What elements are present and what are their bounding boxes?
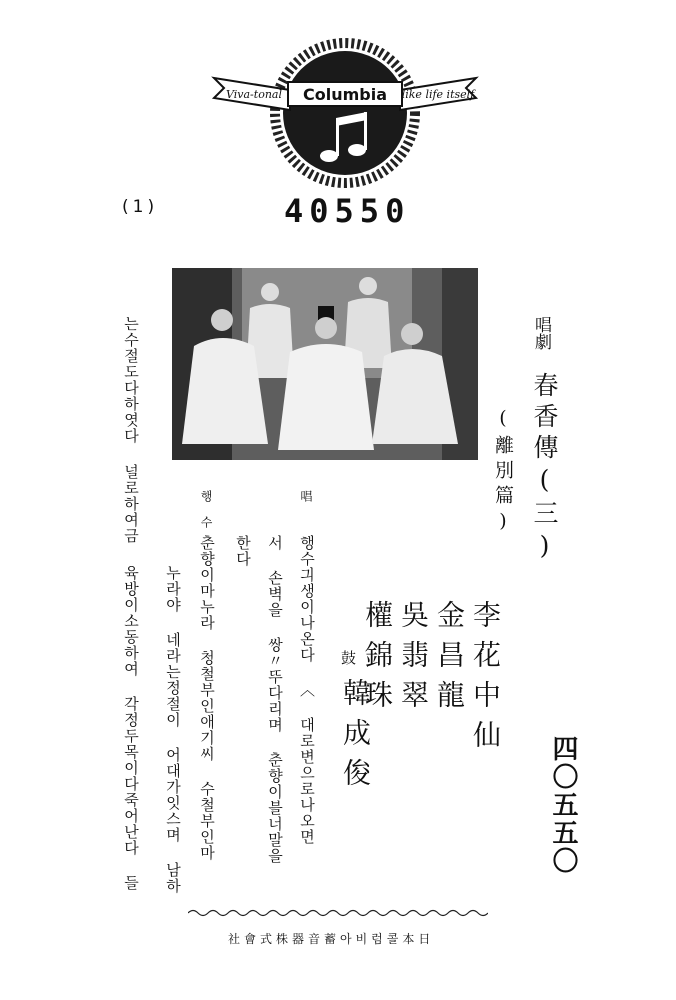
record-number: 40550 (284, 192, 411, 230)
performer-name: 李花中仙 (469, 600, 502, 760)
lyric-line: 누라야 네라는정절이 어대가잇스며 남하 (164, 565, 182, 894)
lyric-line: 한다 (234, 535, 252, 567)
performers-photo (172, 268, 478, 460)
lyric-line: 행수긔생이나온다 〈 대로변으로나오면 (298, 535, 316, 845)
performer-list (339, 600, 508, 880)
logo-right-banner: like life itself (401, 88, 475, 101)
lyric-role-label: 행 수 (199, 490, 213, 528)
logo-brand: Columbia (302, 85, 388, 104)
genre-label: 唱劇 (531, 316, 551, 350)
columbia-logo (210, 38, 480, 188)
lyric-line: 서 손벽을 쌍〃뚜다리며 춘향이블너말을 (266, 535, 284, 864)
footer-wave-divider (188, 908, 488, 918)
catalog-number: 四〇五五〇 (548, 735, 578, 875)
photo-graphic (172, 268, 478, 460)
song-title: 春香傳(三) (530, 372, 559, 566)
performer-name: 權錦珠 (361, 600, 394, 720)
publisher-footer: 社會式株器音蓄아비럼콜本日 (228, 932, 435, 946)
lyric-line: 춘향이마누라 청철부인애기씨 수철부인마 (198, 535, 216, 861)
page-number: (1) (122, 197, 159, 217)
columbia-logo-graphic (210, 38, 480, 188)
lyric-line: 육방이소동하여 각정두목이다죽어난다 들 (122, 565, 140, 891)
performer-name: 吳翡翠 (397, 600, 430, 720)
lyric-line: 는수절도다하엿다 (122, 316, 140, 444)
performer-name: 金昌龍 (433, 600, 466, 720)
accompaniment-label: 鼓 (339, 650, 357, 679)
lyric-role-label: 唱 (299, 490, 313, 502)
accompaniment-name: 韓成俊 (339, 678, 372, 798)
song-subtitle: (離別篇) (492, 407, 514, 538)
lyric-line: 널로하여금 (122, 464, 140, 544)
logo-left-banner: Viva-tonal (226, 88, 282, 101)
